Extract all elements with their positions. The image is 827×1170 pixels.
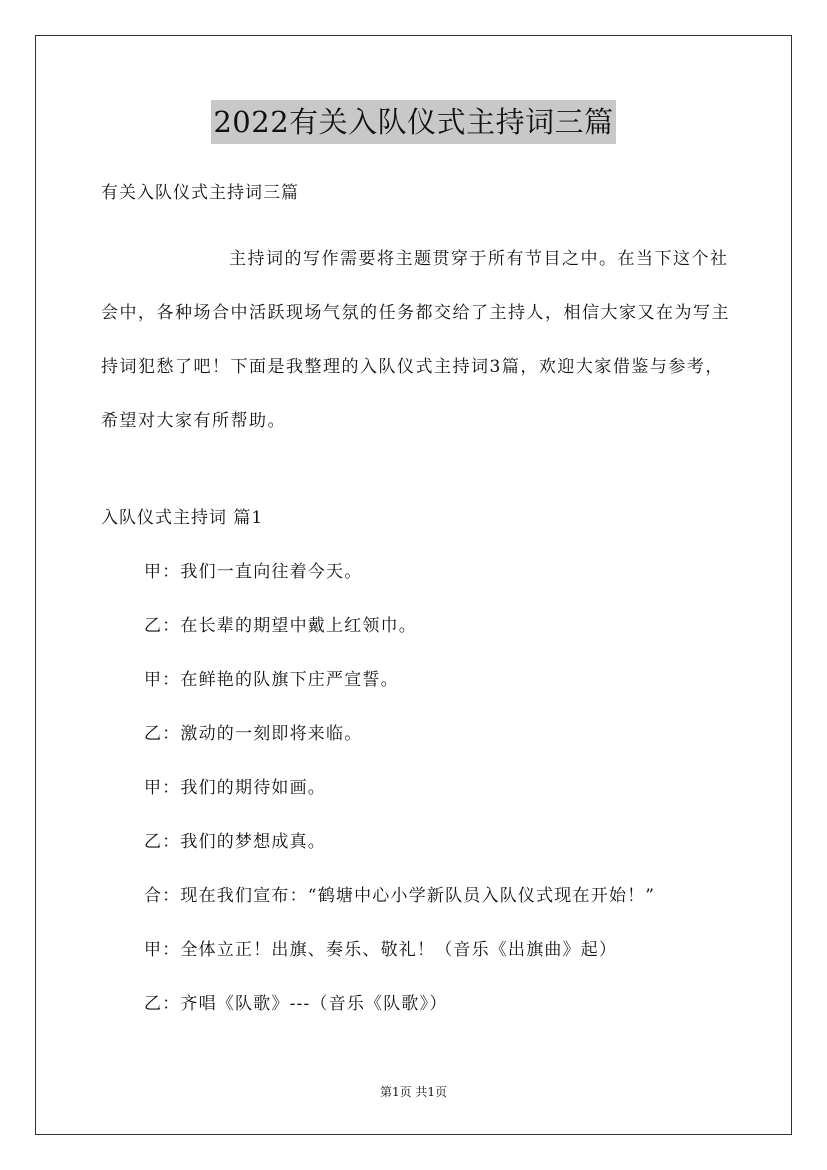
dialogue-line: 乙：在长辈的期望中戴上红领巾。 (144, 616, 417, 636)
dialogue-line: 乙：我们的梦想成真。 (144, 832, 326, 852)
dialogue-line: 甲：我们的期待如画。 (144, 778, 326, 798)
document-subtitle: 有关入队仪式主持词三篇 (101, 183, 299, 203)
section-heading: 入队仪式主持词 篇1 (101, 508, 264, 528)
dialogue-line: 乙：齐唱《队歌》---（音乐《队歌》） (144, 994, 448, 1014)
document-title-text: 2022有关入队仪式主持词三篇 (211, 100, 615, 144)
dialogue-line: 甲：全体立正！出旗、奏乐、敬礼！（音乐《出旗曲》起） (144, 940, 618, 960)
dialogue-list (144, 557, 764, 1043)
intro-paragraph: 主持词的写作需要将主题贯穿于所有节目之中。在当下这个社会中，各种场合中活跃现场气氛的任务都交给了主持人，相信大家又在为写主持词犯愁了吧！下面是我整理的入队仪式主持词3篇，欢迎大家借鉴与参考，希望对大家有所帮助。 (101, 249, 730, 431)
dialogue-line: 甲：我们一直向往着今天。 (144, 562, 363, 582)
dialogue-line: 甲：在鲜艳的队旗下庄严宣誓。 (144, 670, 399, 690)
document-title (0, 100, 827, 144)
dialogue-line: 合：现在我们宣布：“鹤塘中心小学新队员入队仪式现在开始！” (144, 886, 656, 906)
dialogue-line: 乙：激动的一刻即将来临。 (144, 724, 363, 744)
page-footer: 第1页 共1页 (379, 1085, 448, 1099)
